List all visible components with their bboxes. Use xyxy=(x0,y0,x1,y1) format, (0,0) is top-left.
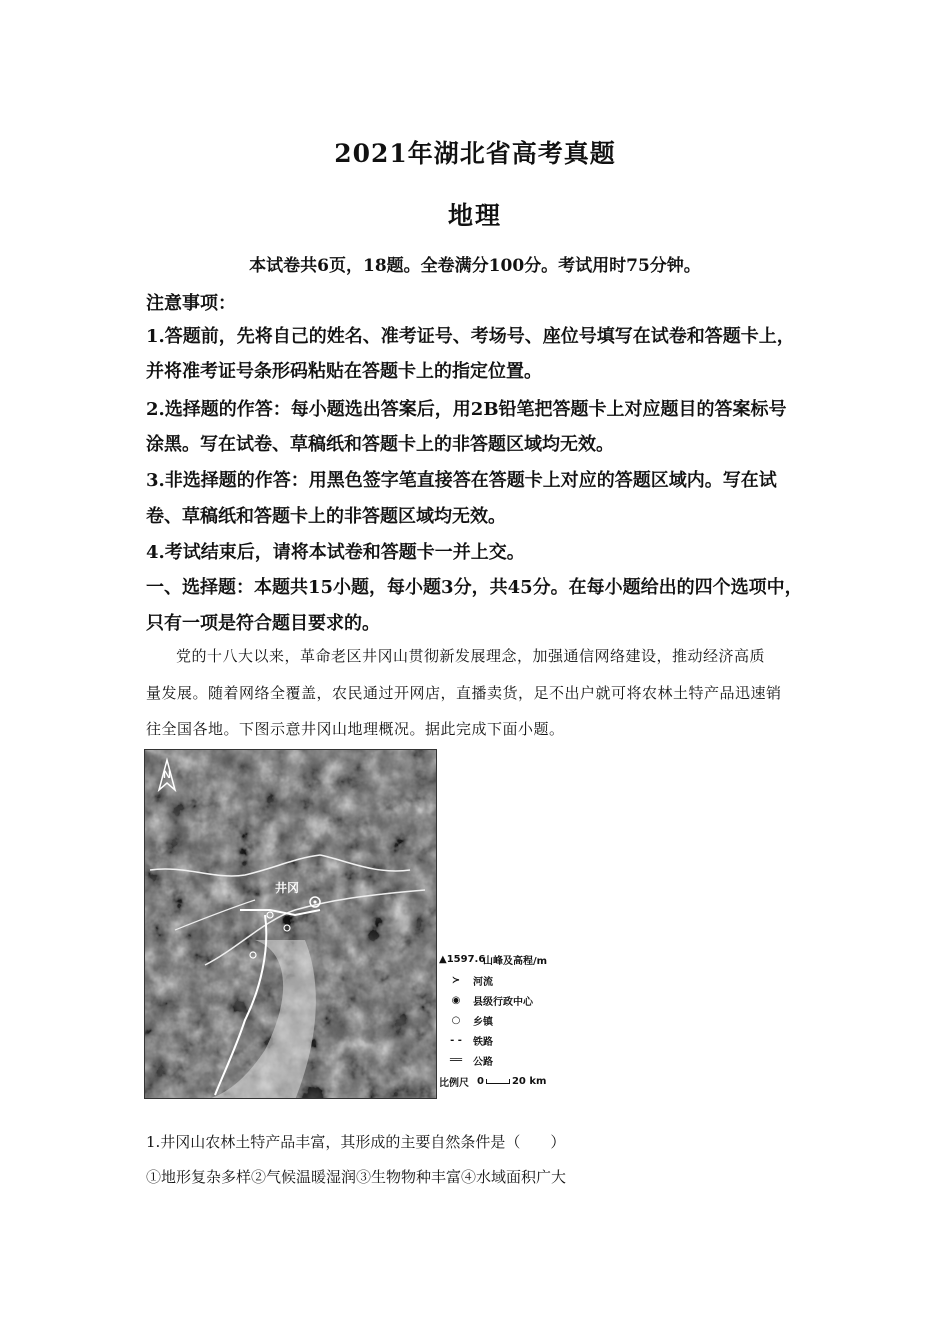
section-heading: 一、选择题：本题共15小题，每小题3分，共45分。在每小题给出的四个选项中， xyxy=(146,577,803,598)
notes-line: 并将准考证号条形码粘贴在答题卡上的指定位置。 xyxy=(146,361,542,382)
legend-label: 铁路 xyxy=(473,1036,493,1048)
notes-heading: 注意事项： xyxy=(146,293,236,314)
exam-info: 本试卷共6页，18题。全卷满分100分。考试用时75分钟。 xyxy=(249,256,701,276)
town-icon: ○ xyxy=(451,1014,461,1026)
legend-label: 乡镇 xyxy=(473,1016,493,1028)
passage-line: 往全国各地。下图示意井冈山地理概况。据此完成下面小题。 xyxy=(146,720,565,738)
subject-title: 地理 xyxy=(447,201,502,230)
legend-item xyxy=(439,973,493,987)
place-label: 井冈 xyxy=(275,881,300,895)
county-seat-dot xyxy=(313,900,316,903)
county-seat-icon: ◉ xyxy=(451,994,461,1006)
question-options: ①地形复杂多样②气候温暖湿润③生物物种丰富④水域面积广大 xyxy=(146,1168,567,1186)
road-icon: ══ xyxy=(449,1054,463,1066)
jinggangshan-map xyxy=(144,749,437,1099)
legend-item xyxy=(439,993,533,1007)
legend-label: 河流 xyxy=(473,976,493,988)
scale-label: 比例尺 xyxy=(439,1077,469,1089)
passage-line: 党的十八大以来，革命老区井冈山贯彻新发展理念，加强通信网络建设，推动经济高质 xyxy=(176,647,766,665)
notes-line: 4.考试结束后，请将本试卷和答题卡一并上交。 xyxy=(146,542,525,563)
legend-label: 县级行政中心 xyxy=(473,996,533,1008)
notes-line: 2.选择题的作答：每小题选出答案后，用2B铅笔把答题卡上对应题目的答案标号 xyxy=(146,399,787,420)
legend-label: 山峰及高程/m xyxy=(483,955,548,967)
scale-value: 20 km xyxy=(511,1075,547,1087)
section-heading-cont: 只有一项是符合题目要求的。 xyxy=(146,613,380,634)
notes-line: 涂黑。写在试卷、草稿纸和答题卡上的非答题区域均无效。 xyxy=(146,434,614,455)
river-icon: ≻ xyxy=(451,974,461,986)
notes-line: 1.答题前，先将自己的姓名、准考证号、考场号、座位号填写在试卷和答题卡上， xyxy=(146,326,795,347)
scale-zero: 0 xyxy=(477,1075,484,1087)
railway-icon: - - xyxy=(450,1034,462,1046)
scale-bar-graphic xyxy=(486,1079,510,1084)
legend-item xyxy=(439,1033,493,1047)
legend-item xyxy=(439,1053,493,1067)
passage-line: 量发展。随着网络全覆盖，农民通过开网店，直播卖货，足不出户就可将农林土特产品迅速销 xyxy=(146,684,782,702)
notes-line: 卷、草稿纸和答题卡上的非答题区域均无效。 xyxy=(146,506,506,527)
peak-icon: ▲1597.6 xyxy=(439,953,486,965)
north-label: N xyxy=(163,769,171,781)
exam-title: 2021年湖北省高考真题 xyxy=(334,139,616,168)
terrain-map-graphic xyxy=(145,750,437,1099)
legend-item xyxy=(439,1013,493,1027)
question-stem: 1.井冈山农林土特产品丰富，其形成的主要自然条件是（ ） xyxy=(146,1133,566,1151)
notes-line: 3.非选择题的作答：用黑色签字笔直接答在答题卡上对应的答题区域内。写在试 xyxy=(146,470,777,491)
legend-item xyxy=(439,952,547,966)
scale-bar xyxy=(439,1074,546,1088)
legend-label: 公路 xyxy=(473,1056,493,1068)
